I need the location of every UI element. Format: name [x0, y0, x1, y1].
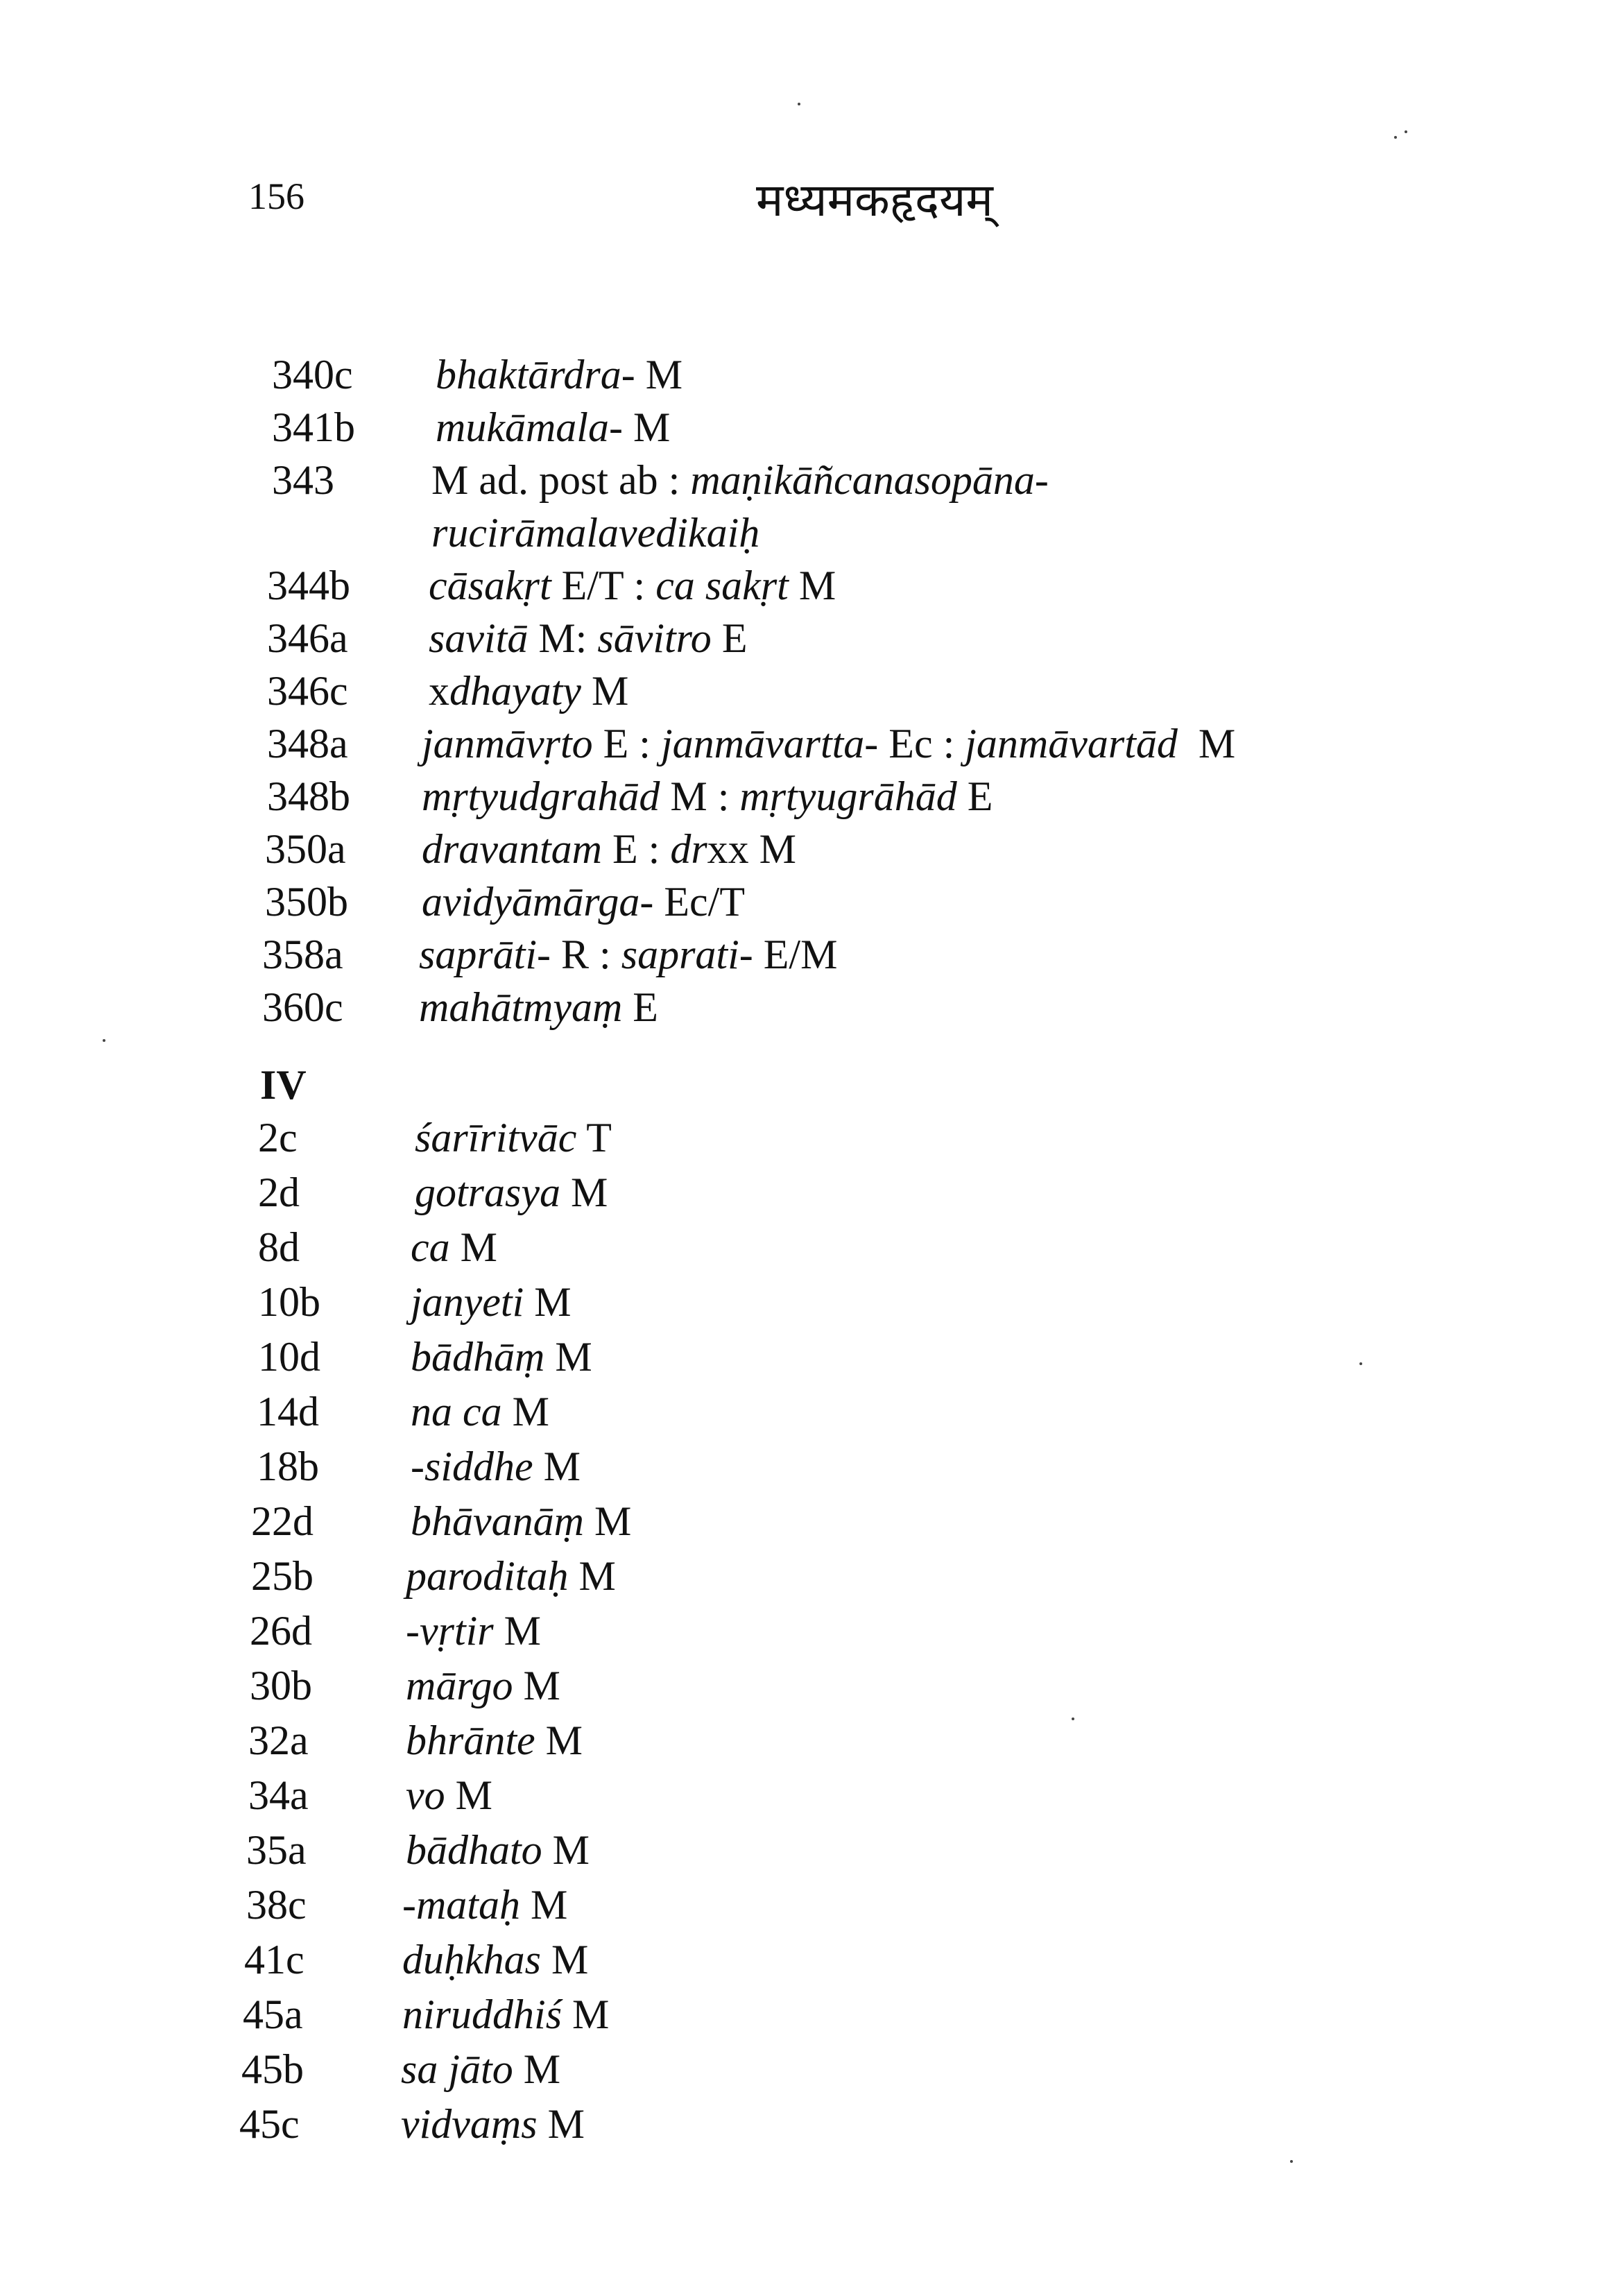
sanskrit-reading: na ca: [411, 1389, 502, 1434]
verse-reference: 344b: [267, 563, 350, 608]
sanskrit-reading: dravantam: [422, 826, 602, 872]
sanskrit-reading: avidyāmārga-: [422, 879, 654, 925]
variant-reading: [429, 558, 836, 613]
variant-reading: [422, 769, 993, 824]
verse-reference: 358a: [262, 932, 343, 977]
entry-iii-row: [272, 400, 1595, 455]
sanskrit-reading: -mataḥ: [402, 1882, 520, 1928]
entry-iii-row: [265, 874, 1595, 929]
sanskrit-reading: paroditaḥ: [406, 1553, 569, 1599]
siglum-text: M: [540, 1937, 589, 1982]
entry-iii-row: [267, 558, 1595, 613]
variant-reading: [422, 716, 1235, 771]
siglum-text: M: [562, 1991, 610, 2037]
variant-reading: [406, 1603, 541, 1659]
siglum-text: M: [533, 1443, 581, 1489]
siglum-text: M: [535, 1717, 583, 1763]
entry-iii-row: [267, 663, 1595, 719]
entry-iii-row: [262, 979, 1595, 1035]
verse-reference: 14d: [257, 1389, 319, 1434]
siglum-text: T: [576, 1115, 612, 1160]
sanskrit-reading: janmāvartād: [965, 721, 1178, 766]
running-title: मध्यमकहृदयम्: [756, 173, 993, 227]
entry-iii-row: [267, 769, 1595, 824]
sanskrit-reading: cāsakṛt: [429, 563, 551, 608]
sanskrit-reading: saprāti-: [419, 932, 551, 977]
siglum-text: M: [544, 1334, 592, 1380]
verse-reference: 8d: [258, 1224, 300, 1270]
siglum-text: M: [513, 2046, 561, 2092]
entry-iv-row: [243, 1987, 1595, 2042]
verse-reference: 41c: [244, 1937, 304, 1982]
sanskrit-reading: sāvitro: [597, 615, 712, 661]
sanskrit-reading: savitā: [429, 615, 529, 661]
entry-iii-row: [265, 821, 1595, 877]
siglum-text: E/T :: [551, 563, 656, 608]
variant-reading: [402, 1932, 588, 1987]
siglum-text: M:: [528, 615, 598, 661]
verse-reference: 26d: [250, 1608, 312, 1654]
siglum-text: Ec :: [878, 721, 965, 766]
verse-reference: 45a: [243, 1991, 303, 2037]
siglum-text: xx M: [707, 826, 797, 872]
verse-reference: 348a: [267, 721, 348, 766]
entry-iii-row: [272, 505, 1595, 560]
siglum-text: M: [445, 1772, 492, 1818]
siglum-text: M: [519, 1882, 568, 1928]
siglum-text: E :: [601, 826, 671, 872]
entry-iv-row: [258, 1165, 1595, 1220]
entry-iv-row: [258, 1274, 1595, 1330]
variant-reading: [436, 347, 682, 402]
variant-reading: [429, 610, 747, 666]
siglum-text: E: [711, 615, 748, 661]
variant-reading: [406, 1548, 616, 1604]
variant-reading: [411, 1384, 549, 1439]
entry-iv-row: [251, 1493, 1595, 1549]
sanskrit-reading: janmāvartta-: [660, 721, 879, 766]
variant-reading: [406, 1822, 590, 1878]
sanskrit-reading: vidvaṃs: [401, 2101, 538, 2147]
variant-reading: [411, 1274, 572, 1330]
siglum-text: Ec/T: [653, 879, 745, 925]
entry-iii-row: [267, 610, 1595, 666]
verse-reference: 32a: [248, 1717, 309, 1763]
sanskrit-reading: -siddhe: [411, 1443, 533, 1489]
entry-iv-row: [248, 1767, 1595, 1823]
variant-reading: [402, 1877, 567, 1933]
variant-reading: [422, 874, 745, 929]
chapter-heading-iv: IV: [260, 1062, 307, 1108]
siglum-text: M: [622, 404, 671, 450]
sanskrit-reading: duḥkhas: [402, 1937, 541, 1982]
sanskrit-reading: śarīritvāc: [415, 1115, 577, 1160]
variant-reading: [415, 1165, 608, 1220]
siglum-text: M ad. post ab :: [431, 457, 691, 503]
siglum-text: M: [501, 1389, 549, 1434]
variant-reading: [406, 1658, 560, 1713]
verse-reference: 34a: [248, 1772, 309, 1818]
verse-reference: 360c: [262, 984, 343, 1030]
siglum-text: E: [956, 773, 993, 819]
verse-reference: 10b: [258, 1279, 320, 1325]
sanskrit-reading: vo: [406, 1772, 445, 1818]
siglum-text: x: [429, 668, 449, 714]
verse-reference: 350a: [265, 826, 346, 872]
siglum-text: M: [513, 1663, 560, 1708]
sanskrit-reading: janmāvṛto: [422, 721, 593, 766]
verse-reference: 350b: [265, 879, 348, 925]
verse-reference: 346a: [267, 615, 348, 661]
sanskrit-reading: gotrasya: [415, 1170, 560, 1215]
siglum-text: M: [635, 352, 683, 397]
entry-iv-row: [246, 1877, 1595, 1933]
entry-iii-row: [262, 927, 1595, 982]
variant-reading: [406, 1767, 492, 1823]
variant-reading: [401, 2096, 585, 2152]
entry-iv-row: [257, 1384, 1595, 1439]
variant-reading: [422, 821, 796, 877]
siglum-text: M: [1177, 721, 1236, 766]
variant-reading: [411, 1493, 631, 1549]
entry-iii-row: [267, 716, 1595, 771]
entry-iii-row: [272, 347, 1595, 402]
entry-iv-row: [258, 1110, 1595, 1165]
siglum-text: M: [537, 2101, 585, 2147]
siglum-text: M :: [660, 773, 740, 819]
siglum-text: M: [568, 1553, 616, 1599]
sanskrit-reading: saprati-: [621, 932, 753, 977]
siglum-text: M: [788, 563, 836, 608]
sanskrit-reading: mṛtyudgrahād: [422, 773, 660, 819]
sanskrit-reading: rucirāmalavedikaiḥ: [431, 510, 760, 556]
sanskrit-reading: maṇikāñcanasopāna-: [690, 457, 1049, 503]
sanskrit-reading: ca sakṛt: [655, 563, 789, 608]
sanskrit-reading: dhayaty: [449, 668, 581, 714]
sanskrit-reading: sa jāto: [401, 2046, 513, 2092]
sanskrit-reading: ca: [411, 1224, 450, 1270]
sanskrit-reading: bhrānte: [406, 1717, 535, 1763]
verse-reference: 38c: [246, 1882, 307, 1928]
page-number: 156: [248, 175, 304, 217]
variant-reading: [436, 400, 670, 455]
verse-reference: 45b: [241, 2046, 304, 2092]
siglum-text: M: [449, 1224, 497, 1270]
variant-reading: [406, 1713, 583, 1768]
verse-reference: 10d: [258, 1334, 320, 1380]
siglum-text: M: [493, 1608, 542, 1654]
verse-reference: 30b: [250, 1663, 312, 1708]
variant-reading: [402, 1987, 609, 2042]
entry-iv-row: [251, 1548, 1595, 1604]
entry-iv-row: [244, 1932, 1595, 1987]
verse-reference: 343: [272, 457, 334, 503]
entry-iv-row: [250, 1658, 1595, 1713]
variant-reading: [419, 927, 837, 982]
variant-reading: [429, 663, 628, 719]
verse-reference: 18b: [257, 1443, 319, 1489]
siglum-text: M: [581, 668, 629, 714]
sanskrit-reading: -vṛtir: [406, 1608, 494, 1654]
siglum-text: M: [542, 1827, 590, 1873]
verse-reference: 35a: [246, 1827, 307, 1873]
sanskrit-reading: bhaktārdra-: [436, 352, 635, 397]
entry-iv-row: [258, 1329, 1595, 1385]
variant-reading: [411, 1329, 592, 1385]
verse-reference: 45c: [239, 2101, 300, 2147]
entry-iv-row: [250, 1603, 1595, 1659]
entry-iv-row: [239, 2096, 1595, 2152]
entry-iv-row: [258, 1219, 1595, 1275]
sanskrit-reading: mahātmyaṃ: [419, 984, 623, 1030]
verse-reference: 340c: [272, 352, 353, 397]
verse-reference: 346c: [267, 668, 348, 714]
verse-reference: 22d: [251, 1498, 314, 1544]
sanskrit-reading: niruddhiś: [402, 1991, 563, 2037]
verse-reference: 341b: [272, 404, 355, 450]
siglum-text: R :: [551, 932, 621, 977]
siglum-text: E :: [592, 721, 661, 766]
entry-iii-row: [272, 452, 1595, 508]
siglum-text: M: [524, 1279, 572, 1325]
verse-reference: 25b: [251, 1553, 314, 1599]
variant-reading: [431, 452, 1049, 508]
sanskrit-reading: mṛtyugrāhād: [739, 773, 957, 819]
entry-iv-row: [257, 1439, 1595, 1494]
variant-reading: [415, 1110, 612, 1165]
verse-reference: 348b: [267, 773, 350, 819]
sanskrit-reading: bhāvanāṃ: [411, 1498, 584, 1544]
variant-reading: [419, 979, 658, 1035]
sanskrit-reading: bādhāṃ: [411, 1334, 545, 1380]
verse-reference: 2d: [258, 1170, 300, 1215]
entry-iv-row: [246, 1822, 1595, 1878]
sanskrit-reading: bādhato: [406, 1827, 542, 1873]
variant-reading: [431, 505, 759, 560]
siglum-text: E: [622, 984, 658, 1030]
siglum-text: M: [583, 1498, 632, 1544]
siglum-text: E/M: [753, 932, 838, 977]
verse-reference: 2c: [258, 1115, 298, 1160]
sanskrit-reading: dr: [670, 826, 707, 872]
sanskrit-reading: mukāmala-: [436, 404, 623, 450]
sanskrit-reading: mārgo: [406, 1663, 513, 1708]
sanskrit-reading: janyeti: [411, 1279, 524, 1325]
variant-reading: [401, 2041, 560, 2097]
siglum-text: M: [560, 1170, 608, 1215]
entry-iv-row: [248, 1713, 1595, 1768]
variant-reading: [411, 1439, 581, 1494]
entry-iv-row: [241, 2041, 1595, 2097]
variant-reading: [411, 1219, 497, 1275]
